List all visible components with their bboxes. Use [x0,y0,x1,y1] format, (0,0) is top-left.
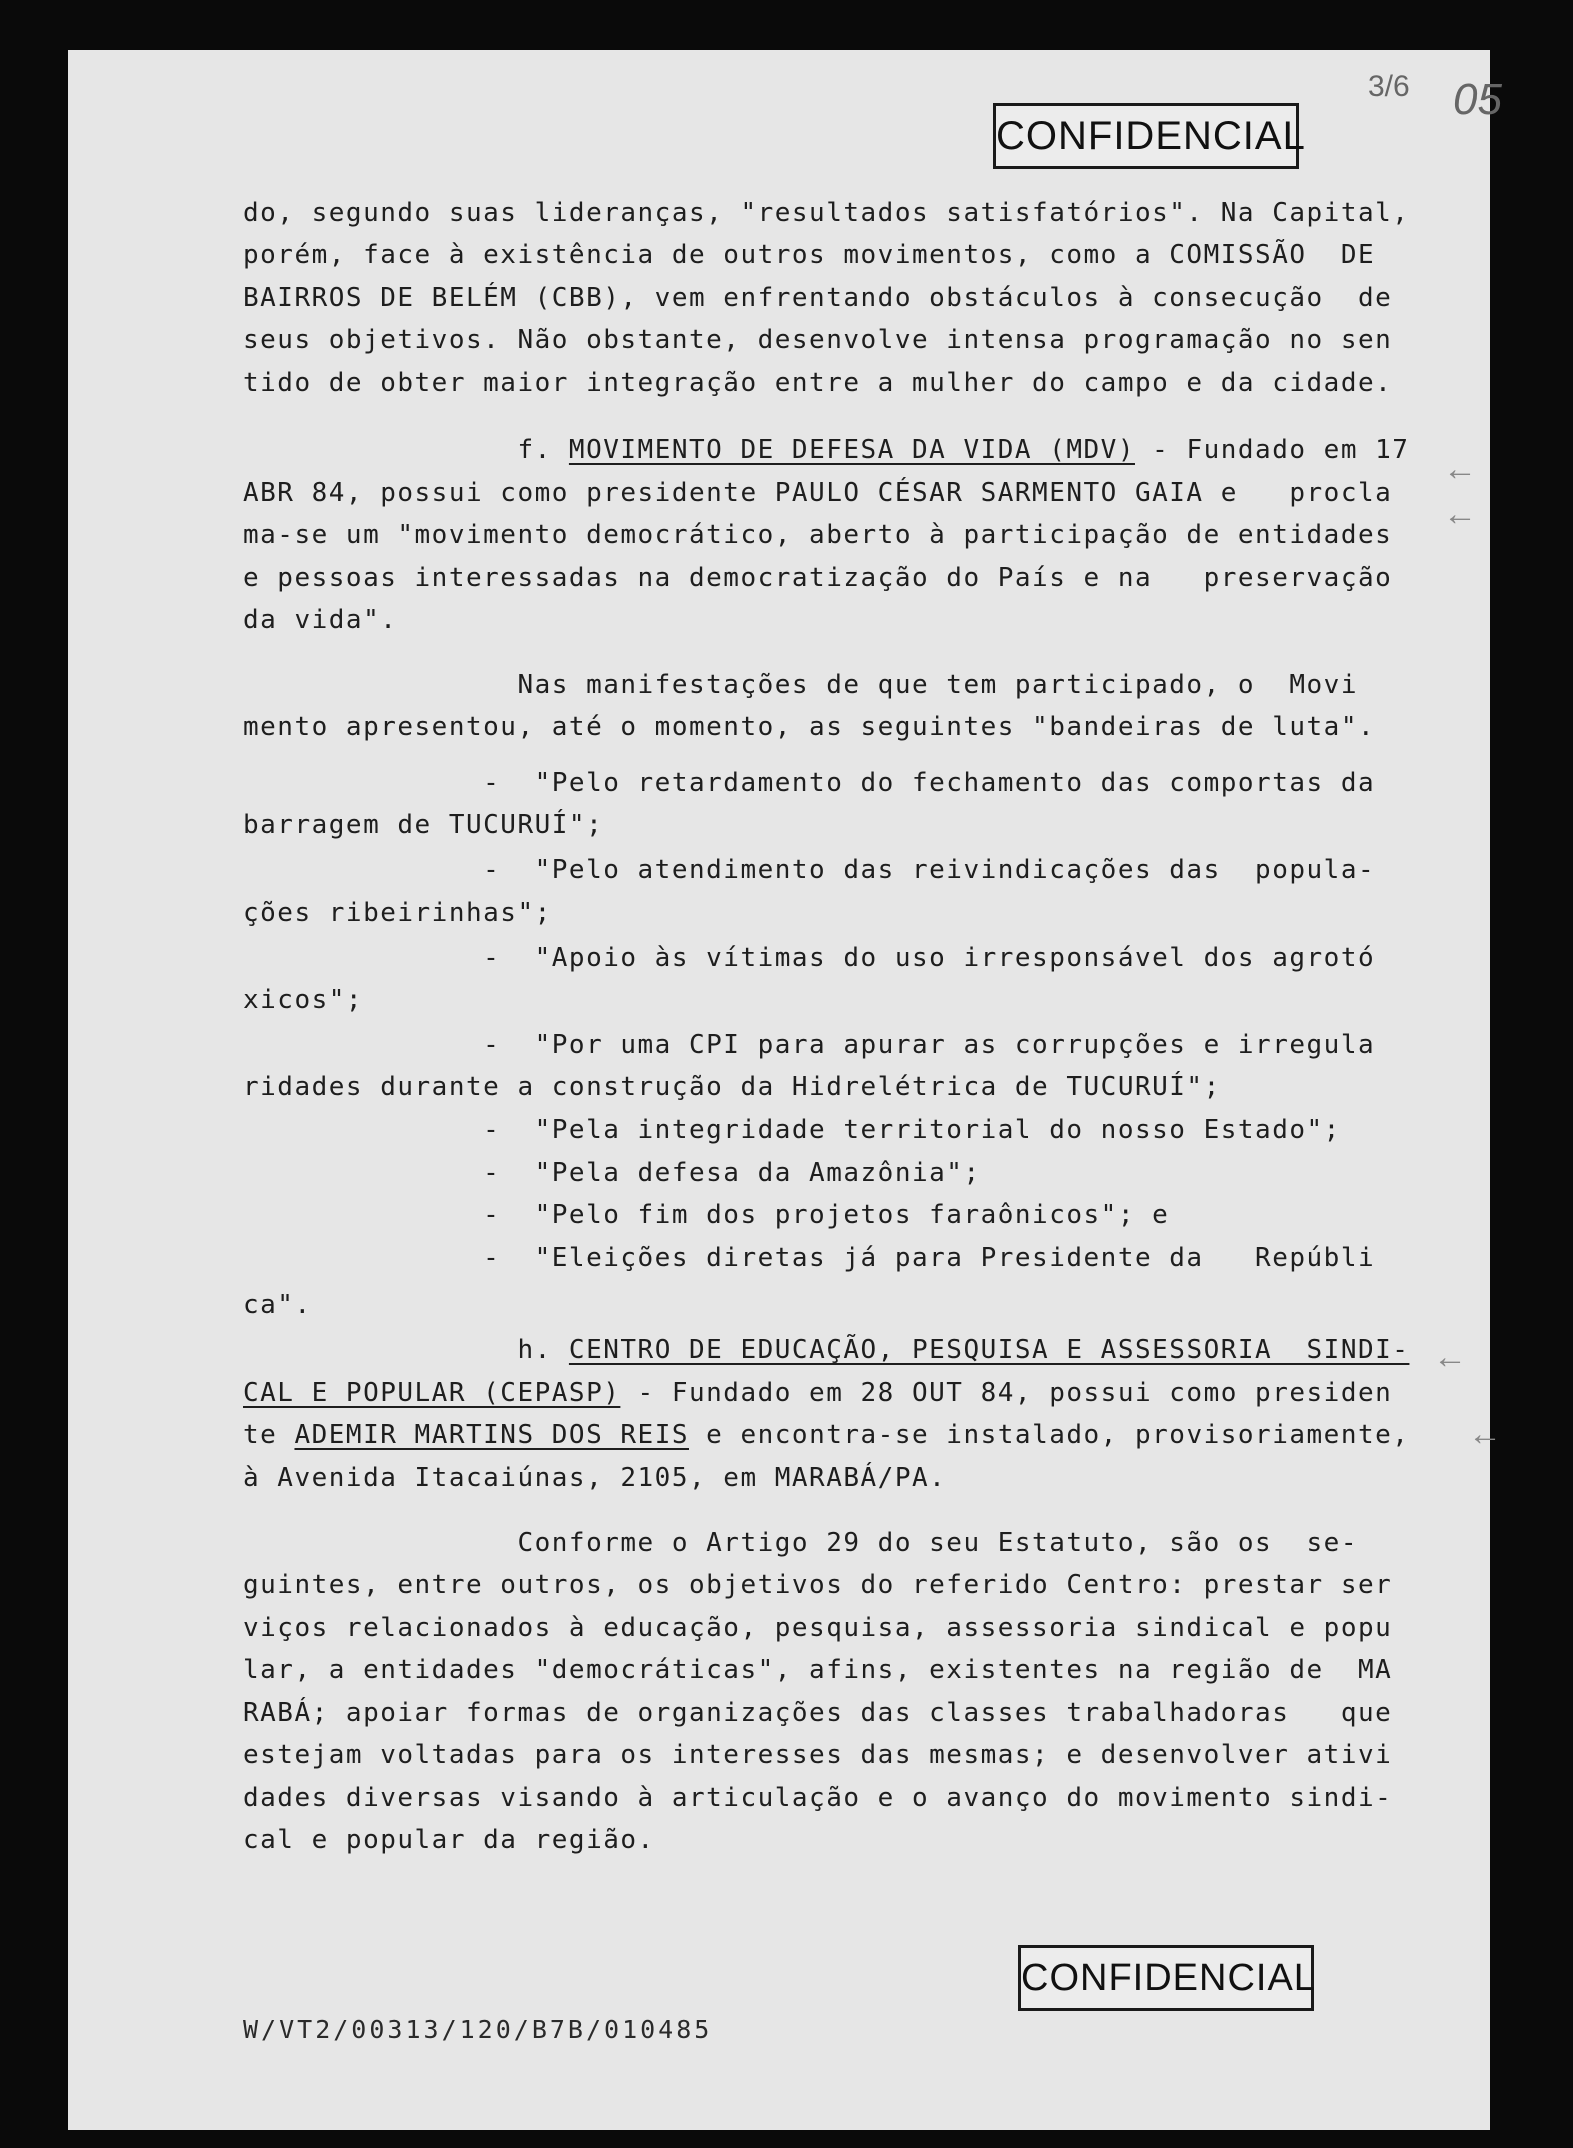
text-line: porém, face à existência de outros movimentos, como a COMISSÃO DE [243,240,1376,270]
list-item: - "Por uma CPI para apurar as corrupções e irregula [243,1030,1376,1060]
text-line: te ADEMIR MARTINS DOS REIS e encontra-se instalado, provisoriamente, [243,1420,1410,1450]
section-h-heading: h. CENTRO DE EDUCAÇÃO, PESQUISA E ASSESSORIA SINDI- [517,1335,1410,1365]
margin-arrow-mark-icon: ← [1443,495,1477,533]
section-h-title: CENTRO DE EDUCAÇÃO, PESQUISA E ASSESSORIA SINDI- [568,1335,1410,1365]
text-line: CAL E POPULAR (CEPASP) - Fundado em 28 OUT 84, possui como presiden [243,1378,1393,1408]
text-line: tido de obter maior integração entre a mulher do campo e da cidade. [243,368,1393,398]
president-name: ADEMIR MARTINS DOS REIS [294,1420,689,1450]
section-f-heading: f. MOVIMENTO DE DEFESA DA VIDA (MDV) - Fundado em 17 [517,435,1410,465]
list-item: - "Pelo fim dos projetos faraônicos"; e [243,1200,1170,1230]
text-line: do, segundo suas lideranças, "resultados satisfatórios". Na Capital, [243,198,1410,228]
section-f-title: MOVIMENTO DE DEFESA DA VIDA (MDV) [568,435,1135,465]
document-page [68,50,1502,2130]
text-line: viços relacionados à educação, pesquisa, assessoria sindical e popu [243,1613,1393,1643]
text-line: lar, a entidades "democráticas", afins, existentes na região de MA [243,1655,1393,1685]
handwritten-page-number: 05 [1453,75,1502,124]
list-item: - "Pelo atendimento das reivindicações das popula- [243,855,1376,885]
handwritten-page-fraction: 3/6 [1368,70,1410,103]
text-line: ções ribeirinhas"; [243,898,552,928]
text-line: RABÁ; apoiar formas de organizações das classes trabalhadoras que [243,1698,1393,1728]
text-line: barragem de TUCURUÍ"; [243,810,604,840]
text-line: ca". [243,1290,312,1320]
text-line: e pessoas interessadas na democratização do País e na preservação [243,563,1393,593]
text-line: da vida". [243,605,398,635]
list-item: - "Apoio às vítimas do uso irresponsável dos agrotó [243,943,1376,973]
section-h-title-cont: CAL E POPULAR (CEPASP) [243,1378,621,1408]
text-line: BAIRROS DE BELÉM (CBB), vem enfrentando obstáculos à consecução de [243,283,1393,313]
text-line: mento apresentou, até o momento, as seguintes "bandeiras de luta". [243,712,1376,742]
confidential-stamp-bottom: CONFIDENCIAL [1018,1945,1314,2011]
list-item: - "Pelo retardamento do fechamento das comportas da [243,768,1376,798]
list-item: - "Pela defesa da Amazônia"; [243,1158,981,1188]
list-item: - "Pela integridade territorial do nosso Estado"; [243,1115,1341,1145]
text-line: dades diversas visando à articulação e o avanço do movimento sindi- [243,1783,1393,1813]
list-item: - "Eleições diretas já para Presidente da Repúbli [243,1243,1376,1273]
text-line: Conforme o Artigo 29 do seu Estatuto, são os se- [243,1528,1358,1558]
text-line: seus objetivos. Não obstante, desenvolve intensa programação no sen [243,325,1393,355]
text-line: à Avenida Itacaiúnas, 2105, em MARABÁ/PA. [243,1463,947,1493]
margin-arrow-mark-icon: ← [1468,1415,1502,1453]
document-id: W/VT2/00313/120/B7B/010485 [243,2015,713,2044]
text-line: xicos"; [243,985,364,1015]
text-line: guintes, entre outros, os objetivos do referido Centro: prestar ser [243,1570,1393,1600]
confidential-stamp-top: CONFIDENCIAL [993,103,1299,169]
margin-arrow-mark-icon: ← [1433,1338,1467,1376]
text-line: estejam voltadas para os interesses das mesmas; e desenvolver ativi [243,1740,1393,1770]
text-line: ridades durante a construção da Hidrelétrica de TUCURUÍ"; [243,1072,1221,1102]
margin-arrow-mark-icon: ← [1443,450,1477,488]
text-line: ABR 84, possui como presidente PAULO CÉSAR SARMENTO GAIA e procla [243,478,1393,508]
text-line: ma-se um "movimento democrático, aberto à participação de entidades [243,520,1393,550]
text-line: Nas manifestações de que tem participado, o Movi [243,670,1358,700]
text-line: cal e popular da região. [243,1825,655,1855]
